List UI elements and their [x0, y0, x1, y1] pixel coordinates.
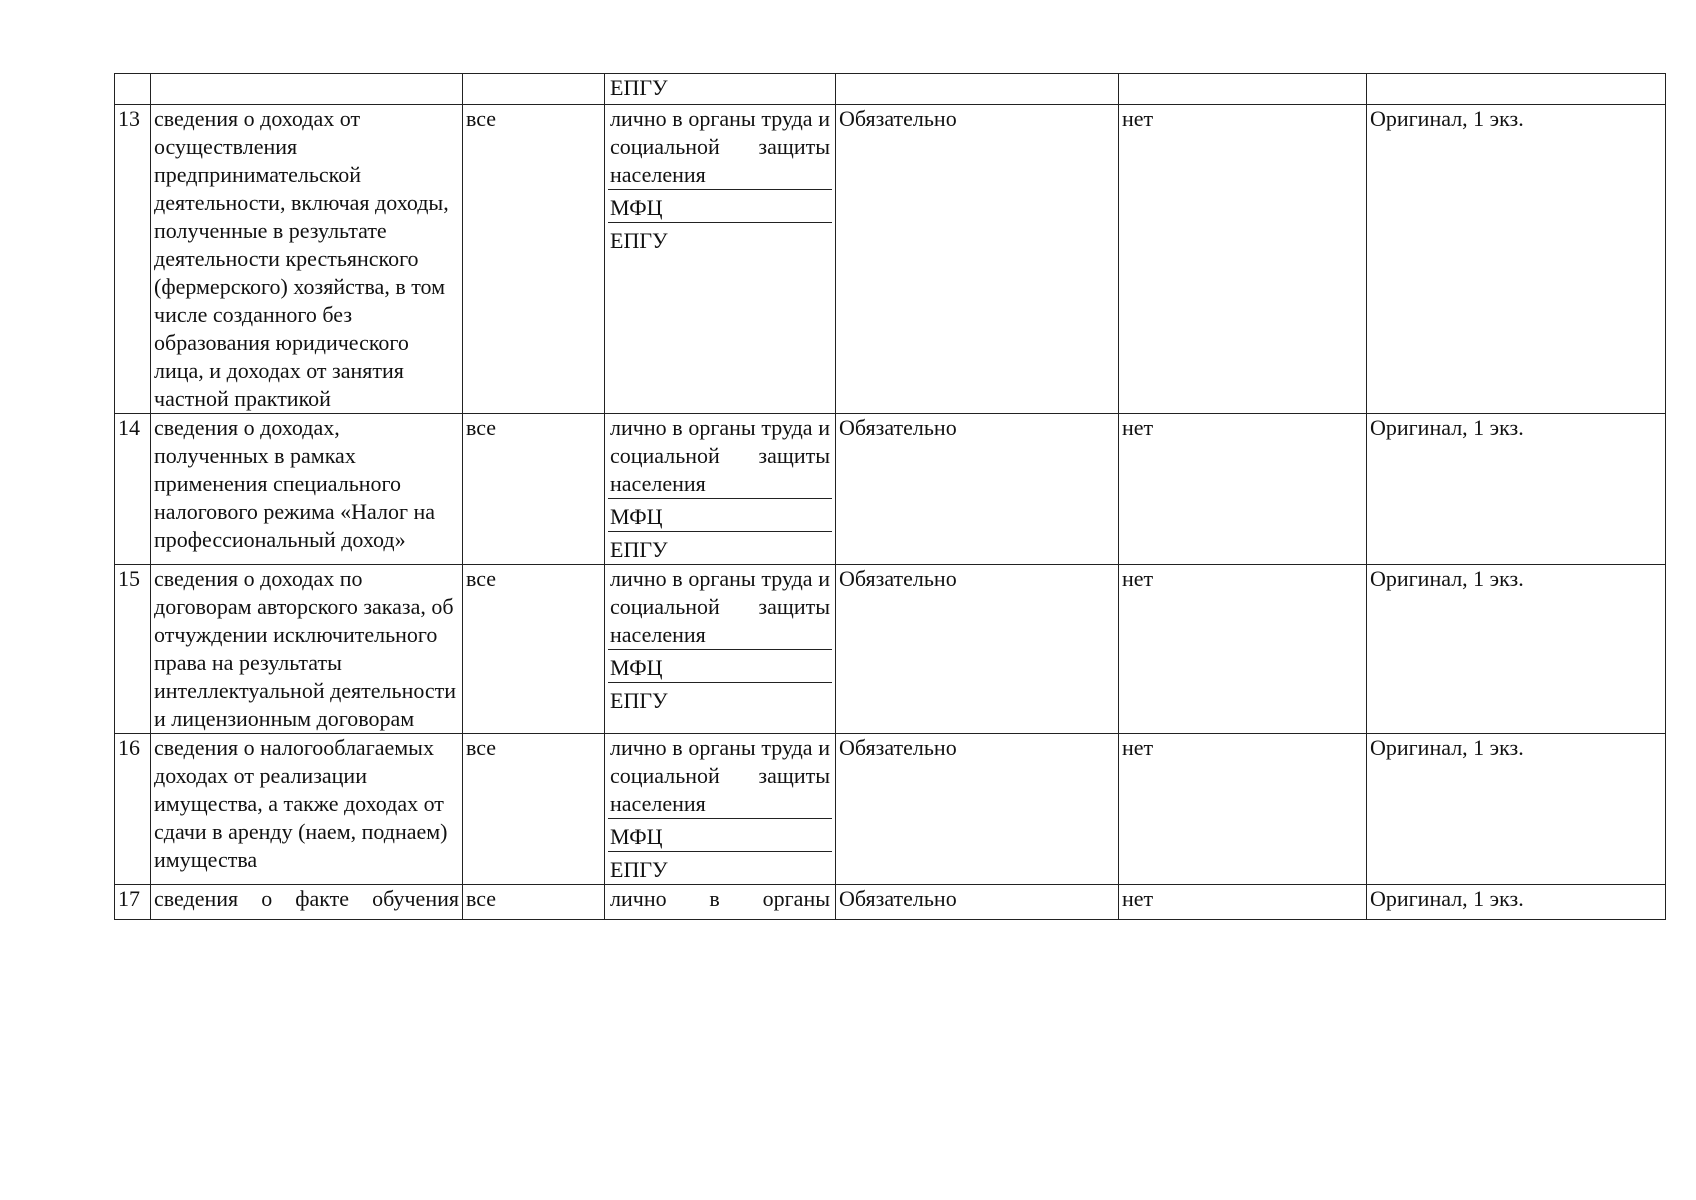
cell-required: Обязательно: [836, 734, 1119, 885]
cell-num: [115, 74, 151, 105]
way-in-person: лично в органы труда и социальной защиты населения: [610, 106, 830, 187]
cell-category: [463, 74, 605, 105]
table-row-partial: [115, 885, 1666, 920]
table-row: [115, 414, 1666, 565]
cell-form: Оригинал, 1 экз.: [1367, 105, 1666, 414]
cell-category: все: [463, 565, 605, 734]
cell-required: Обязательно: [836, 565, 1119, 734]
table-row: [115, 105, 1666, 414]
way-in-person: лично в органы труда и социальной защиты населения: [610, 735, 830, 816]
cell-form: Оригинал, 1 экз.: [1367, 414, 1666, 565]
cell-form: Оригинал, 1 экз.: [1367, 885, 1666, 920]
cell-required: Обязательно: [836, 414, 1119, 565]
way-mfc: МФЦ: [608, 498, 832, 531]
cell-interagency: нет: [1119, 414, 1367, 565]
cell-interagency: нет: [1119, 565, 1367, 734]
way-mfc: МФЦ: [608, 189, 832, 222]
cell-required: Обязательно: [836, 105, 1119, 414]
way-epgu: ЕПГУ: [608, 682, 832, 715]
way-epgu: ЕПГУ: [608, 222, 832, 255]
cell-num: 14: [115, 414, 151, 565]
way-mfc: МФЦ: [608, 818, 832, 851]
cell-description: сведения о доходах по договорам авторского заказа, об отчуждении исключительного права на результаты интеллектуальной деятельности и лицензионным договорам: [151, 565, 463, 734]
cell-interagency: [1119, 74, 1367, 105]
cell-description: сведения о налогооблагаемых доходах от реализации имущества, а также доходах от сдачи в аренду (наем, поднаем) имущества: [151, 734, 463, 885]
cell-interagency: нет: [1119, 734, 1367, 885]
cell-ways: [605, 74, 836, 105]
cell-required: [836, 74, 1119, 105]
cell-ways: [605, 105, 836, 414]
cell-category: все: [463, 105, 605, 414]
way-epgu: ЕПГУ: [610, 75, 668, 100]
cell-ways: [605, 734, 836, 885]
way-in-person: лично в органы: [610, 886, 830, 911]
cell-category: все: [463, 414, 605, 565]
way-in-person: лично в органы труда и социальной защиты населения: [610, 566, 830, 647]
cell-ways: [605, 565, 836, 734]
cell-ways: [605, 414, 836, 565]
cell-required: Обязательно: [836, 885, 1119, 920]
cell-description: [151, 74, 463, 105]
way-epgu: ЕПГУ: [608, 851, 832, 884]
cell-description: сведения о доходах, полученных в рамках применения специального налогового режима «Налог на профессиональный доход»: [151, 414, 463, 565]
cell-form: [1367, 74, 1666, 105]
cell-interagency: нет: [1119, 885, 1367, 920]
way-epgu: ЕПГУ: [608, 531, 832, 564]
cell-num: 16: [115, 734, 151, 885]
cell-num: 17: [115, 885, 151, 920]
cell-ways: [605, 885, 836, 920]
table-row: [115, 565, 1666, 734]
cell-category: все: [463, 734, 605, 885]
cell-form: Оригинал, 1 экз.: [1367, 565, 1666, 734]
cell-num: 15: [115, 565, 151, 734]
table-row-continuation: [115, 74, 1666, 105]
document-page: [114, 73, 1666, 920]
cell-form: Оригинал, 1 экз.: [1367, 734, 1666, 885]
cell-description: сведения о факте обучения: [151, 885, 463, 920]
services-table: [114, 73, 1666, 920]
cell-interagency: нет: [1119, 105, 1367, 414]
way-mfc: МФЦ: [608, 649, 832, 682]
cell-num: 13: [115, 105, 151, 414]
way-in-person: лично в органы труда и социальной защиты населения: [610, 415, 830, 496]
cell-description: сведения о доходах от осуществления предпринимательской деятельности, включая доходы, полученные в результате деятельности крестьянского (фермерского) хозяйства, в том числе созданного без образования юридического лица, и доходах от занятия частной практикой: [151, 105, 463, 414]
table-row: [115, 734, 1666, 885]
cell-category: все: [463, 885, 605, 920]
